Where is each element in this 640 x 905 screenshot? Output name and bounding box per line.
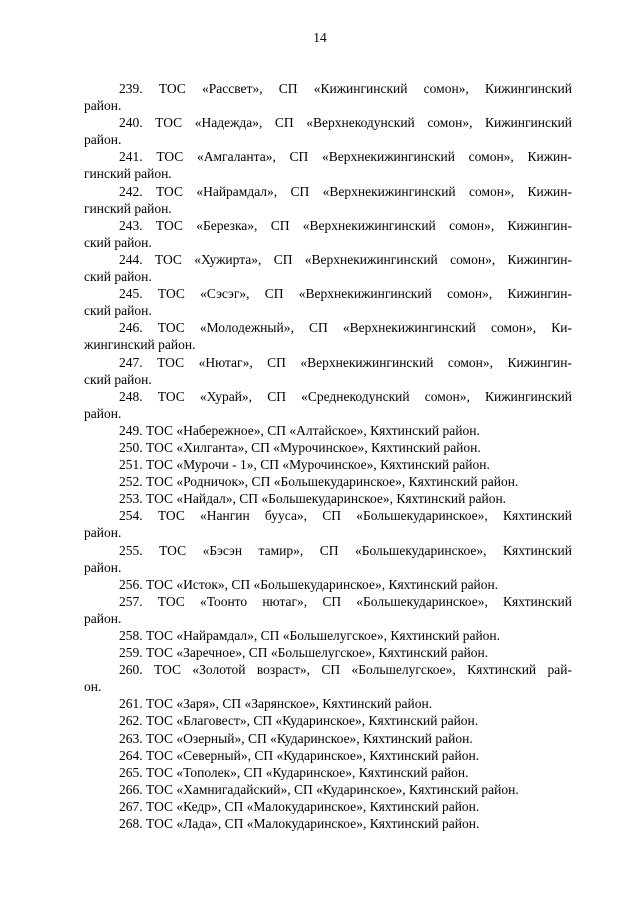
list-item [84, 712, 572, 729]
list-item-continuation: гинский район. [84, 200, 172, 216]
list-item [84, 507, 572, 541]
list-item [84, 644, 572, 661]
list-item [84, 439, 572, 456]
list-item-text: 243. ТОС «Березка», СП «Верхнекижингинский сомон», Кижингин- [119, 217, 572, 233]
list-item-continuation: район. [84, 98, 122, 114]
list-item [84, 661, 572, 695]
list-item-text: 254. ТОС «Нангин бууса», СП «Большекударинское», Кяхтинский [119, 508, 572, 524]
list-item [84, 490, 572, 507]
list-item [84, 695, 572, 712]
list-item-continuation: район. [84, 610, 122, 626]
list-item [84, 542, 572, 576]
list-item [84, 148, 572, 182]
list-item [84, 627, 572, 644]
list-item-text: 259. ТОС «Заречное», СП «Большелугское», Кяхтинский район. [119, 645, 489, 661]
list-item-continuation: ский район. [84, 269, 152, 285]
list-item-continuation: ский район. [84, 234, 152, 250]
list-item-continuation: район. [84, 405, 122, 421]
list-item-text: 261. ТОС «Заря», СП «Зарянское», Кяхтинский район. [119, 696, 433, 712]
list-item-text: 265. ТОС «Тополек», СП «Кударинское», Кяхтинский район. [119, 764, 469, 780]
list-item [84, 319, 572, 353]
list-item [84, 730, 572, 747]
list-item [84, 80, 572, 114]
list-item-text: 262. ТОС «Благовест», СП «Кударинское», Кяхтинский район. [119, 713, 479, 729]
list-item-text: 260. ТОС «Золотой возраст», СП «Большелугское», Кяхтинский рай- [119, 662, 572, 678]
list-item-text: 241. ТОС «Амгаланта», СП «Верхнекижингинский сомон», Кижин- [119, 149, 572, 165]
list-item [84, 285, 572, 319]
list-item [84, 815, 572, 832]
list-item [84, 456, 572, 473]
list-item-text: 255. ТОС «Бэсэн тамир», СП «Большекударинское», Кяхтинский [119, 542, 572, 558]
list-item [84, 354, 572, 388]
list-item-text: 267. ТОС «Кедр», СП «Малокударинское», Кяхтинский район. [119, 798, 480, 814]
list-item-text: 264. ТОС «Северный», СП «Кударинское», Кяхтинский район. [119, 747, 480, 763]
list-item-text: 247. ТОС «Нютаг», СП «Верхнекижингинский сомон», Кижингин- [119, 354, 572, 370]
list-item-continuation: ский район. [84, 303, 152, 319]
list-item [84, 798, 572, 815]
list-item-text: 252. ТОС «Родничок», СП «Большекударинское», Кяхтинский район. [119, 474, 519, 490]
list-item-text: 251. ТОС «Мурочи - 1», СП «Мурочинское», Кяхтинский район. [119, 457, 490, 473]
list-item-continuation: район. [84, 132, 122, 148]
list-item-continuation: он. [84, 679, 102, 695]
list-item [84, 388, 572, 422]
list-item [84, 183, 572, 217]
list-item-text: 257. ТОС «Тоонто нютаг», СП «Большекударинское», Кяхтинский [119, 593, 572, 609]
list-item-text: 239. ТОС «Рассвет», СП «Кижингинский сомон», Кижингинский [119, 81, 572, 96]
list-item-text: 253. ТОС «Найдал», СП «Большекударинское», Кяхтинский район. [119, 491, 507, 507]
page-number: 14 [313, 30, 327, 45]
list-item-text: 246. ТОС «Молодежный», СП «Верхнекижингинский сомон», Ки- [119, 320, 572, 336]
list-item [84, 764, 572, 781]
list-item-continuation: район. [84, 559, 122, 575]
list-item-continuation: ский район. [84, 371, 152, 387]
list-item-continuation: район. [84, 525, 122, 541]
list-item [84, 217, 572, 251]
list-item-text: 268. ТОС «Лада», СП «Малокударинское», Кяхтинский район. [119, 816, 480, 832]
list-item [84, 781, 572, 798]
list-item-text: 249. ТОС «Набережное», СП «Алтайское», Кяхтинский район. [119, 422, 480, 438]
list-item-text: 266. ТОС «Хамнигадайский», СП «Кударинское», Кяхтинский район. [119, 781, 519, 797]
list-item [84, 593, 572, 627]
list-item [84, 251, 572, 285]
document-body [84, 80, 572, 832]
list-item [84, 747, 572, 764]
list-item [84, 473, 572, 490]
list-item-text: 242. ТОС «Найрамдал», СП «Верхнекижингинский сомон», Кижин- [119, 183, 572, 199]
list-item-continuation: жингинский район. [84, 337, 196, 353]
list-item [84, 422, 572, 439]
list-item-continuation: гинский район. [84, 166, 172, 182]
list-item-text: 250. ТОС «Хилганта», СП «Мурочинское», Кяхтинский район. [119, 439, 481, 455]
list-item-text: 248. ТОС «Хурай», СП «Среднекодунский сомон», Кижингинский [119, 388, 572, 404]
list-item [84, 114, 572, 148]
list-item [84, 576, 572, 593]
list-item-text: 263. ТОС «Озерный», СП «Кударинское», Кяхтинский район. [119, 730, 473, 746]
list-item-text: 244. ТОС «Хужирта», СП «Верхнекижингинский сомон», Кижингин- [119, 251, 572, 267]
list-item-text: 258. ТОС «Найрамдал», СП «Большелугское», Кяхтинский район. [119, 628, 501, 643]
list-item-text: 256. ТОС «Исток», СП «Большекударинское», Кяхтинский район. [119, 576, 499, 592]
list-item-text: 240. ТОС «Надежда», СП «Верхнекодунский сомон», Кижингинский [119, 115, 572, 131]
list-item-text: 245. ТОС «Сэсэг», СП «Верхнекижингинский сомон», Кижингин- [119, 286, 572, 302]
